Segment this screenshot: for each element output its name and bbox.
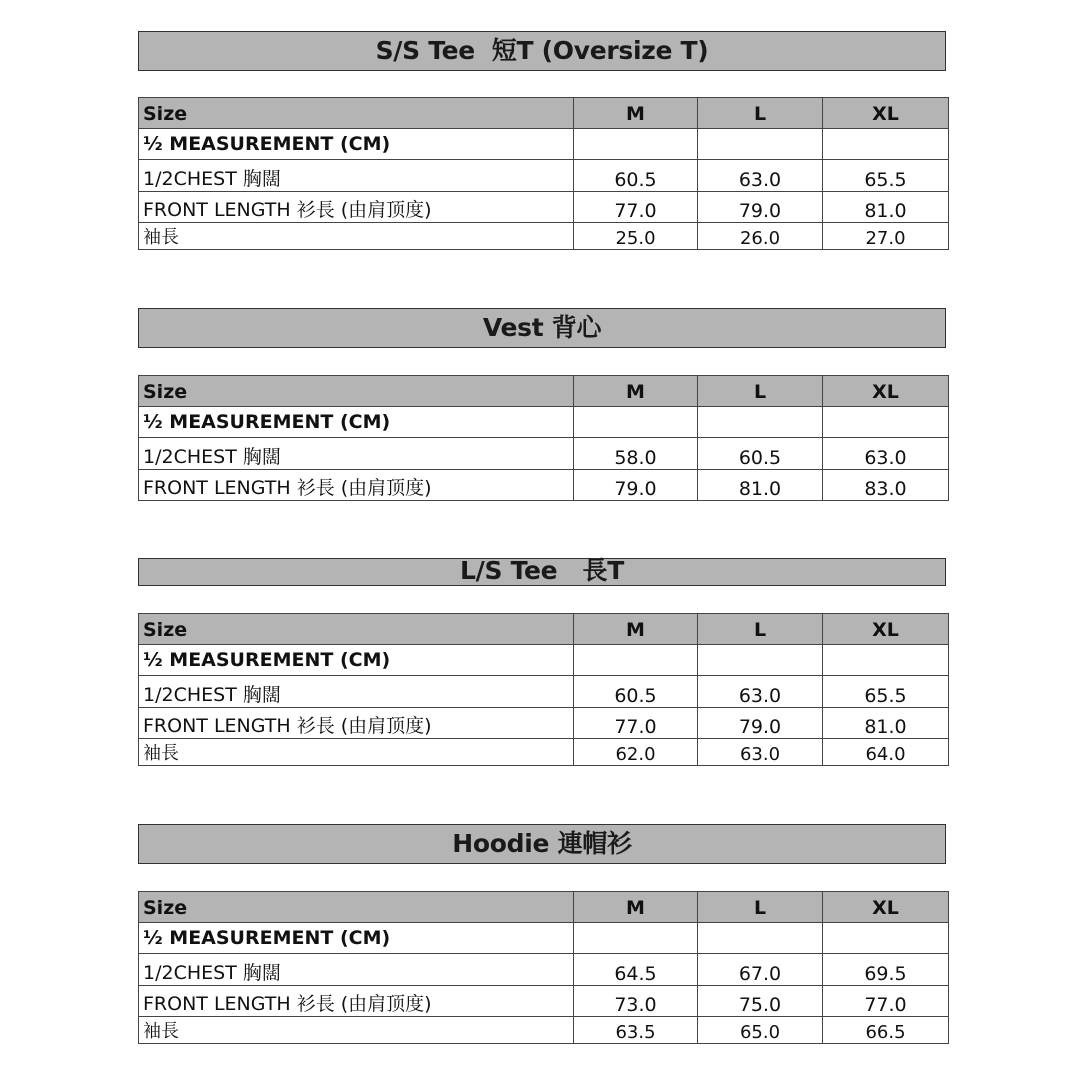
header-row: [139, 376, 949, 407]
size-xl-header: XL: [823, 376, 949, 407]
length-row: [139, 986, 949, 1017]
length-l: 81.0: [698, 470, 823, 501]
size-m-header: M: [574, 376, 698, 407]
section-title-ls-tee: L/S Tee 長T: [138, 558, 946, 586]
chest-xl: 63.0: [823, 438, 949, 470]
chest-l: 60.5: [698, 438, 823, 470]
length-m: 77.0: [574, 708, 698, 739]
length-m: 79.0: [574, 470, 698, 501]
section-title-ss-tee: S/S Tee 短T (Oversize T): [138, 31, 946, 71]
sleeve-l: 65.0: [698, 1017, 823, 1044]
sleeve-m: 63.5: [574, 1017, 698, 1044]
length-label: FRONT LENGTH 衫長 (由肩顶度): [139, 986, 574, 1017]
chest-row: [139, 954, 949, 986]
measurement-row: [139, 923, 949, 954]
chest-label: 1/2CHEST 胸闊: [139, 954, 574, 986]
measurement-row: [139, 407, 949, 438]
length-xl: 83.0: [823, 470, 949, 501]
header-row: [139, 614, 949, 645]
length-label: FRONT LENGTH 衫長 (由肩顶度): [139, 192, 574, 223]
length-label: FRONT LENGTH 衫長 (由肩顶度): [139, 708, 574, 739]
chest-m: 60.5: [574, 676, 698, 708]
sleeve-l: 63.0: [698, 739, 823, 766]
measurement-label: ½ MEASUREMENT (CM): [139, 645, 574, 676]
size-table-ss-tee: [138, 97, 949, 250]
length-label: FRONT LENGTH 衫長 (由肩顶度): [139, 470, 574, 501]
chest-xl: 69.5: [823, 954, 949, 986]
chest-m: 64.5: [574, 954, 698, 986]
chest-m: 58.0: [574, 438, 698, 470]
chest-label: 1/2CHEST 胸闊: [139, 676, 574, 708]
size-header: Size: [139, 892, 574, 923]
size-table-vest: [138, 375, 949, 501]
size-table-ls-tee: [138, 613, 949, 766]
sleeve-row: [139, 223, 949, 250]
measurement-label: ½ MEASUREMENT (CM): [139, 407, 574, 438]
size-header: Size: [139, 98, 574, 129]
size-m-header: M: [574, 98, 698, 129]
chest-l: 67.0: [698, 954, 823, 986]
section-title-hoodie: Hoodie 連帽衫: [138, 824, 946, 864]
length-xl: 77.0: [823, 986, 949, 1017]
measurement-label: ½ MEASUREMENT (CM): [139, 923, 574, 954]
sleeve-row: [139, 739, 949, 766]
measurement-row: [139, 129, 949, 160]
size-header: Size: [139, 614, 574, 645]
length-m: 73.0: [574, 986, 698, 1017]
size-m-header: M: [574, 892, 698, 923]
chest-m: 60.5: [574, 160, 698, 192]
size-xl-header: XL: [823, 614, 949, 645]
chest-row: [139, 676, 949, 708]
size-table-hoodie: [138, 891, 949, 1044]
header-row: [139, 98, 949, 129]
length-xl: 81.0: [823, 192, 949, 223]
chest-label: 1/2CHEST 胸闊: [139, 160, 574, 192]
sleeve-label: 袖長: [139, 739, 574, 766]
length-row: [139, 470, 949, 501]
size-header: Size: [139, 376, 574, 407]
sleeve-row: [139, 1017, 949, 1044]
measurement-label: ½ MEASUREMENT (CM): [139, 129, 574, 160]
sleeve-xl: 27.0: [823, 223, 949, 250]
sleeve-xl: 66.5: [823, 1017, 949, 1044]
section-title-vest: Vest 背心: [138, 308, 946, 348]
size-l-header: L: [698, 376, 823, 407]
length-m: 77.0: [574, 192, 698, 223]
sleeve-m: 62.0: [574, 739, 698, 766]
length-row: [139, 192, 949, 223]
chest-xl: 65.5: [823, 676, 949, 708]
sleeve-label: 袖長: [139, 1017, 574, 1044]
length-xl: 81.0: [823, 708, 949, 739]
size-xl-header: XL: [823, 892, 949, 923]
size-l-header: L: [698, 892, 823, 923]
length-l: 75.0: [698, 986, 823, 1017]
length-row: [139, 708, 949, 739]
chest-l: 63.0: [698, 160, 823, 192]
measurement-row: [139, 645, 949, 676]
sleeve-m: 25.0: [574, 223, 698, 250]
sleeve-l: 26.0: [698, 223, 823, 250]
size-l-header: L: [698, 98, 823, 129]
length-l: 79.0: [698, 192, 823, 223]
chest-xl: 65.5: [823, 160, 949, 192]
header-row: [139, 892, 949, 923]
sleeve-xl: 64.0: [823, 739, 949, 766]
chest-row: [139, 438, 949, 470]
size-xl-header: XL: [823, 98, 949, 129]
chest-row: [139, 160, 949, 192]
size-m-header: M: [574, 614, 698, 645]
chest-label: 1/2CHEST 胸闊: [139, 438, 574, 470]
sleeve-label: 袖長: [139, 223, 574, 250]
chest-l: 63.0: [698, 676, 823, 708]
size-l-header: L: [698, 614, 823, 645]
length-l: 79.0: [698, 708, 823, 739]
